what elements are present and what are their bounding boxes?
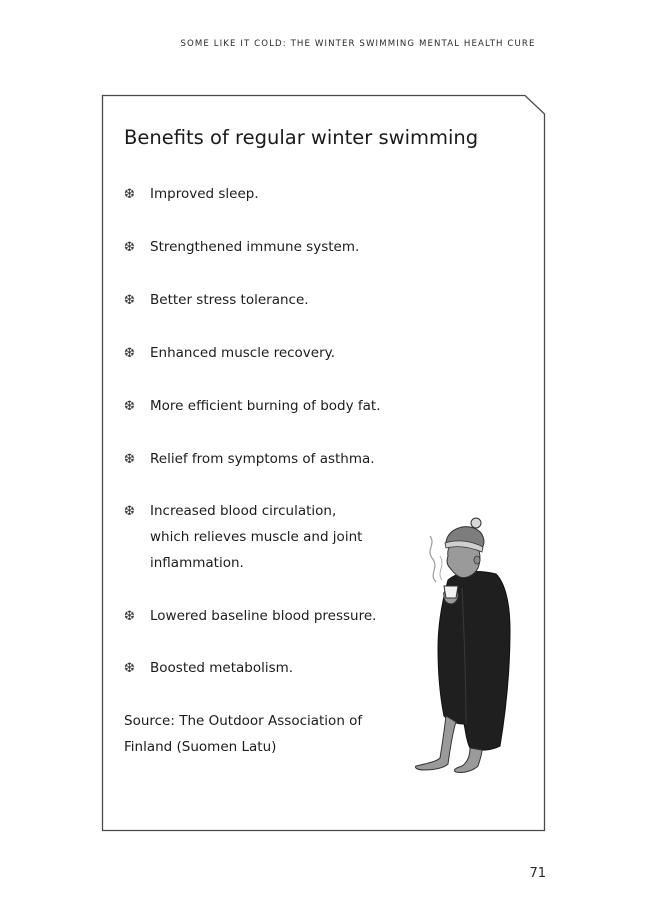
item-text: Lowered baseline blood pressure. (150, 608, 377, 624)
winter-swimmer-illustration (400, 510, 530, 780)
item-text-line: Increased blood circulation, (150, 503, 337, 519)
benefit-item-circulation (124, 498, 362, 576)
benefit-item-stress (124, 287, 309, 314)
source-note (124, 708, 362, 760)
snowflake-bullet-icon: ❆ (124, 346, 135, 361)
item-text-line: inflammation. (150, 555, 244, 571)
item-text: Strengthened immune system. (150, 239, 360, 255)
source-line: Source: The Outdoor Association of (124, 713, 363, 729)
benefit-item-asthma (124, 446, 375, 473)
running-head: SOME LIKE IT COLD: THE WINTER SWIMMING MENTAL HEALTH CURE (180, 39, 536, 49)
snowflake-bullet-icon: ❆ (124, 187, 135, 202)
item-text: Enhanced muscle recovery. (150, 345, 336, 361)
item-text: Boosted metabolism. (150, 660, 294, 676)
snowflake-bullet-icon: ❆ (124, 661, 135, 676)
item-text: More efficient burning of body fat. (150, 398, 381, 414)
snowflake-bullet-icon: ❆ (124, 240, 135, 255)
item-text-line: which relieves muscle and joint (150, 529, 363, 545)
benefit-item-sleep (124, 181, 259, 208)
benefit-item-fat (124, 393, 381, 420)
benefit-item-blood-pressure (124, 603, 376, 630)
source-line: Finland (Suomen Latu) (124, 739, 277, 755)
benefit-item-muscle (124, 340, 335, 367)
snowflake-bullet-icon: ❆ (124, 504, 135, 519)
page-number: 71 (529, 866, 546, 881)
benefit-item-metabolism (124, 655, 293, 682)
box-title: Benefits of regular winter swimming (124, 126, 479, 149)
benefit-item-immune (124, 234, 359, 261)
snowflake-bullet-icon: ❆ (124, 452, 135, 467)
snowflake-bullet-icon: ❆ (124, 399, 135, 414)
snowflake-bullet-icon: ❆ (124, 609, 135, 624)
item-text: Improved sleep. (150, 186, 259, 202)
item-text: Relief from symptoms of asthma. (150, 451, 375, 467)
item-text: Better stress tolerance. (150, 292, 309, 308)
snowflake-bullet-icon: ❆ (124, 293, 135, 308)
